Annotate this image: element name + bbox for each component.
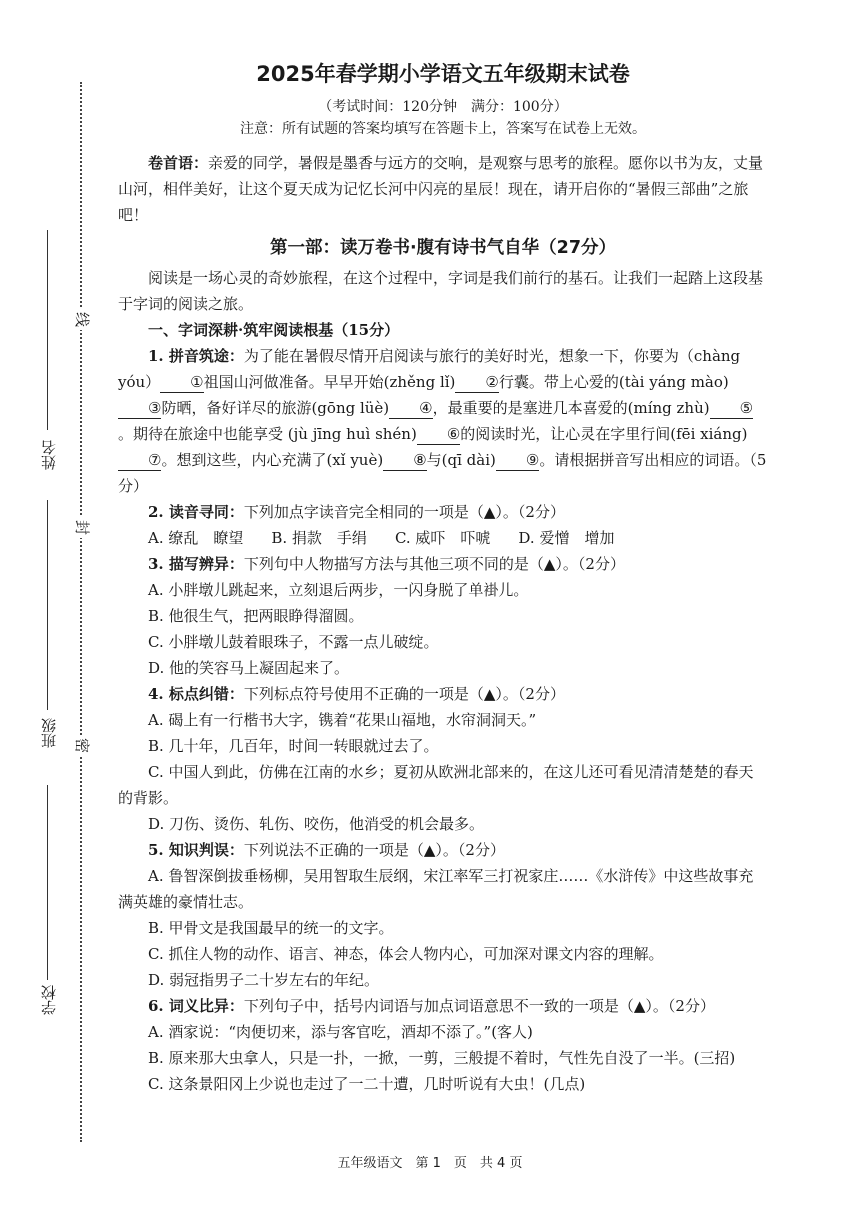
page-footer: 五年级语文 第 1 页 共 4 页 bbox=[337, 1156, 523, 1171]
q1-blank-3: ③ bbox=[118, 398, 161, 419]
q1-blank-2: ② bbox=[455, 372, 498, 393]
q1-label: 1. 拼音筑途： bbox=[148, 347, 244, 365]
q2-label: 2. 读音寻同： bbox=[148, 503, 244, 521]
preface-text: 亲爱的同学，暑假是墨香与远方的交响，是观察与思考的旅程。愿你以书为友，丈量山河，相伴美好，让这个夏天成为记忆长河中闪亮的星辰！现在，请开启你的“暑假三部曲”之旅吧！ bbox=[118, 154, 764, 224]
seal-char-mi: 密 bbox=[75, 736, 90, 754]
option-b: B. 捐款 手绢 bbox=[271, 529, 367, 547]
section1-heading: 一、字词深耕·筑牢阅读根基（15分） bbox=[148, 321, 400, 339]
q1-text: 。想到这些，内心充满了(xǐ yuè) bbox=[161, 451, 384, 469]
exam-notice: 注意：所有试题的答案均填写在答题卡上，答案写在试卷上无效。 bbox=[240, 121, 646, 137]
q1-blank-7: ⑦ bbox=[118, 450, 161, 471]
option-c: C. 中国人到此，仿佛在江南的水乡；夏初从欧洲北部来的，在这儿还可看见清清楚楚的春天的背影。 bbox=[118, 763, 754, 807]
option-a: A. 小胖墩儿跳起来，立刻退后两步，一闪身脱了单褂儿。 bbox=[148, 581, 529, 599]
option-d: D. 弱冠指男子二十岁左右的年纪。 bbox=[148, 971, 380, 989]
class-underline bbox=[47, 500, 48, 710]
exam-body bbox=[118, 58, 768, 1097]
question-3 bbox=[118, 551, 768, 577]
option-c: C. 这条景阳冈上少说也走过了一二十遭，几时听说有大虫！(几点) bbox=[148, 1075, 586, 1093]
option-d: D. 爱憎 增加 bbox=[518, 529, 615, 547]
question-1 bbox=[118, 343, 768, 499]
name-underline bbox=[47, 230, 48, 430]
q1-text: 与(qī dài) bbox=[426, 451, 496, 469]
option-a: A. 缭乱 瞭望 bbox=[148, 529, 244, 547]
school-underline bbox=[47, 785, 48, 980]
q1-blank-5: ⑤ bbox=[710, 398, 753, 419]
q5-label: 5. 知识判误： bbox=[148, 841, 244, 859]
option-a: A. 鲁智深倒拔垂杨柳，吴用智取生辰纲，宋江率军三打祝家庄……《水浒传》中这些故事充满英雄的豪情壮志。 bbox=[118, 867, 754, 911]
part1-title: 第一部：读万卷书·腹有诗书气自华（27分） bbox=[270, 238, 616, 258]
q6-label: 6. 词义比异： bbox=[148, 997, 244, 1015]
q6-stem: 下列句子中，括号内词语与加点词语意思不一致的一项是（▲）。（2分） bbox=[243, 997, 715, 1015]
q1-blank-6: ⑥ bbox=[417, 424, 460, 445]
binding-margin bbox=[0, 0, 90, 1216]
option-b: B. 几十年，几百年，时间一转眼就过去了。 bbox=[148, 737, 439, 755]
preface bbox=[118, 150, 768, 228]
q5-stem: 下列说法不正确的一项是（▲）。（2分） bbox=[243, 841, 505, 859]
option-c: C. 抓住人物的动作、语言、神态，体会人物内心，可加深对课文内容的理解。 bbox=[148, 945, 664, 963]
question-6 bbox=[118, 993, 768, 1019]
question-5 bbox=[118, 837, 768, 863]
question-2 bbox=[118, 499, 768, 525]
q1-blank-4: ④ bbox=[389, 398, 432, 419]
q1-text: 祖国山河做准备。早早开始(zhěng lǐ) bbox=[203, 373, 456, 391]
q4-label: 4. 标点纠错： bbox=[148, 685, 244, 703]
q1-text: ，最重要的是塞进几本喜爱的(míng zhù) bbox=[432, 399, 710, 417]
q2-stem: 下列加点字读音完全相同的一项是（▲）。（2分） bbox=[243, 503, 565, 521]
q1-blank-9: ⑨ bbox=[496, 450, 539, 471]
q1-text: 。期待在旅途中也能享受 (jù jīng huì shén) bbox=[118, 425, 417, 443]
seal-char-feng: 封 bbox=[75, 518, 90, 536]
exam-title: 2025年春学期小学语文五年级期末试卷 bbox=[256, 62, 630, 86]
school-label: 学校 bbox=[40, 985, 58, 1015]
part1-intro: 阅读是一场心灵的奇妙旅程，在这个过程中，字词是我们前行的基石。让我们一起踏上这段基于字词的阅读之旅。 bbox=[118, 269, 764, 313]
q3-label: 3. 描写辨异： bbox=[148, 555, 244, 573]
q1-blank-8: ⑧ bbox=[383, 450, 426, 471]
option-b: B. 甲骨文是我国最早的统一的文字。 bbox=[148, 919, 394, 937]
name-label: 姓名 bbox=[40, 440, 58, 470]
option-c: C. 小胖墩儿鼓着眼珠子，不露一点儿破绽。 bbox=[148, 633, 439, 651]
q3-stem: 下列句中人物描写方法与其他三项不同的是（▲）。（2分） bbox=[243, 555, 625, 573]
q1-text: 防晒，备好详尽的旅游(gōng lüè) bbox=[161, 399, 390, 417]
seal-char-xian: 线 bbox=[75, 310, 90, 328]
q1-text: 行囊。带上心爱的(tài yáng mào) bbox=[498, 373, 729, 391]
q2-options bbox=[118, 525, 768, 551]
option-c: C. 威吓 吓唬 bbox=[394, 529, 491, 547]
option-a: A. 碣上有一行楷书大字，镌着“花果山福地，水帘洞洞天。” bbox=[148, 711, 537, 729]
option-b: B. 原来那大虫拿人，只是一扑，一掀，一剪，三般提不着时，气性先自没了一半。(三招) bbox=[148, 1049, 736, 1067]
option-d: D. 刀伤、烫伤、轧伤、咬伤，他消受的机会最多。 bbox=[148, 815, 485, 833]
q1-text: 为了能在暑假尽情开启阅读与旅行的美好时光，想象一下，你要为（chàng yóu） bbox=[118, 347, 741, 391]
q1-text: 的阅读时光，让心灵在字里行间(fēi xiáng) bbox=[460, 425, 748, 443]
question-4 bbox=[118, 681, 768, 707]
preface-label: 卷首语： bbox=[148, 154, 209, 172]
option-d: D. 他的笑容马上凝固起来了。 bbox=[148, 659, 350, 677]
class-label: 班级 bbox=[40, 718, 58, 748]
q1-blank-1: ① bbox=[160, 372, 203, 393]
option-b: B. 他很生气，把两眼睁得溜圆。 bbox=[148, 607, 364, 625]
dotted-cut-line bbox=[80, 82, 82, 1142]
exam-info: （考试时间：120分钟 满分：100分） bbox=[318, 99, 568, 115]
option-a: A. 酒家说：“肉便切来，添与客官吃，酒却不添了。”(客人) bbox=[148, 1023, 533, 1041]
q4-stem: 下列标点符号使用不正确的一项是（▲）。（2分） bbox=[243, 685, 565, 703]
q1-text: 。请根据拼音写出相应的词语。（5分） bbox=[118, 451, 767, 495]
